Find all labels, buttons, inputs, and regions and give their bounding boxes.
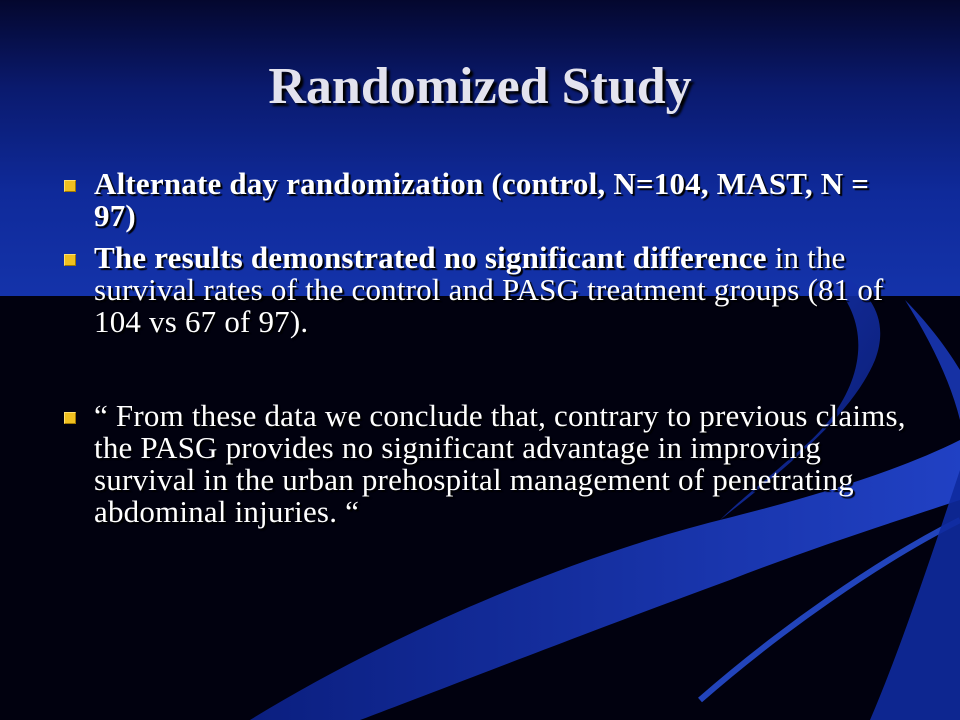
- bullet-list: [60, 168, 910, 528]
- bullet-item-randomization: [60, 168, 910, 232]
- bullet-item-conclusion-quote: [60, 400, 910, 528]
- bullet-text-bold: The results demonstrated no significant difference: [94, 240, 767, 275]
- bullet-text: “ From these data we conclude that, contrary to previous claims, the PASG provides no significant advantage in improving survival in the urban prehospital management of penetrating abdominal injuries. “: [94, 398, 906, 529]
- square-bullet-icon: [64, 180, 76, 192]
- square-bullet-icon: [64, 254, 76, 266]
- square-bullet-icon: [64, 412, 76, 424]
- bullet-item-results: [60, 242, 910, 338]
- swoosh-right-upper: [905, 300, 960, 420]
- bullet-text-normal: in the survival rates of the control and PASG treatment groups (81 of 104 vs 67 of 97).: [94, 240, 884, 339]
- slide-title: Randomized Study: [268, 58, 692, 115]
- bullet-text: Alternate day randomization (control, N=104, MAST, N = 97): [94, 166, 870, 233]
